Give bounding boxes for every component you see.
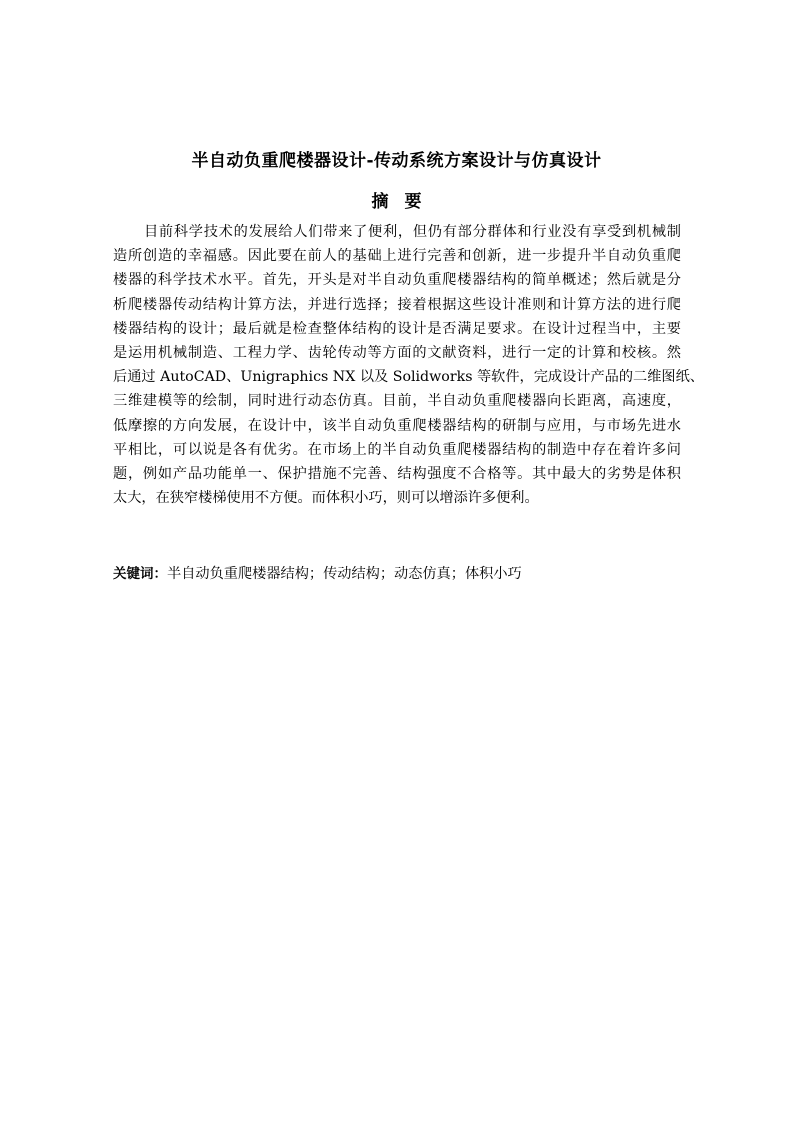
abstract-line: 目前科学技术的发展给人们带来了便利，但仍有部分群体和行业没有享受到机械制 <box>144 224 681 240</box>
abstract-line: 题，例如产品功能单一、保护措施不完善、结构强度不合格等。其中最大的劣势是体积 <box>113 466 681 483</box>
abstract-body <box>113 220 704 510</box>
abstract-line: 造所创造的幸福感。因此要在前人的基础上进行完善和创新，进一步提升半自动负重爬 <box>113 248 681 265</box>
document-title: 半自动负重爬楼器设计-传动系统方案设计与仿真设计 <box>191 151 602 171</box>
abstract-line: 是运用机械制造、工程力学、齿轮传动等方面的文献资料，进行一定的计算和校核。然 <box>113 345 681 362</box>
abstract-line: 析爬楼器传动结构计算方法，并进行选择；接着根据这些设计准则和计算方法的进行爬 <box>113 296 681 313</box>
abstract-line: 太大，在狭窄楼梯使用不方便。而体积小巧，则可以增添许多便利。 <box>113 490 539 507</box>
keywords-label: 关键词： <box>113 566 167 582</box>
abstract-line: 平相比，可以说是各有优劣。在市场上的半自动负重爬楼器结构的制造中存在着许多问 <box>113 441 681 458</box>
abstract-line: 低摩擦的方向发展，在设计中，该半自动负重爬楼器结构的研制与应用，与市场先进水 <box>113 417 681 434</box>
abstract-heading: 摘要 <box>371 192 438 212</box>
abstract-line: 楼器的科学技术水平。首先，开头是对半自动负重爬楼器结构的简单概述；然后就是分 <box>113 272 681 289</box>
abstract-line: 楼器结构的设计；最后就是检查整体结构的设计是否满足要求。在设计过程当中，主要 <box>113 320 681 337</box>
abstract-line: 后通过 AutoCAD、Unigraphics NX 以及 Solidworks 等软件，完成设计产品的二维图纸、 <box>113 369 704 386</box>
keywords-text: 半自动负重爬楼器结构；传动结构；动态仿真；体积小巧 <box>167 566 522 582</box>
keywords <box>113 562 681 586</box>
abstract-line: 三维建模等的绘制，同时进行动态仿真。目前，半自动负重爬楼器向长距离，高速度， <box>113 393 681 410</box>
